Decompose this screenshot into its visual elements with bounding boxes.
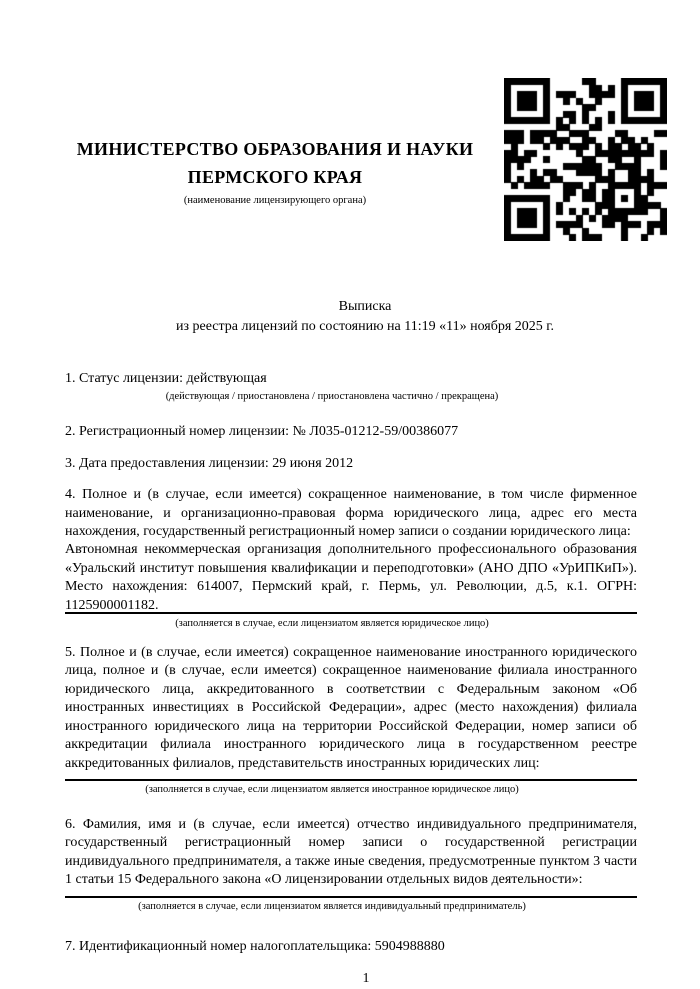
document-title-line2: из реестра лицензий по состоянию на 11:19 «11» ноября 2025 г. — [176, 319, 554, 334]
licensing-authority-caption: (наименование лицензирующего органа) — [183, 195, 367, 206]
document-title-line1: Выписка — [338, 299, 392, 314]
page-number: 1 — [362, 970, 370, 986]
document-header — [65, 135, 485, 207]
item-3-grant-date: 3. Дата предоставления лицензии: 29 июня 2012 — [65, 455, 354, 471]
item-1-note: (действующая / приостановлена / приостановлена частично / прекращена) — [165, 391, 499, 403]
item-2-registration-number: 2. Регистрационный номер лицензии: № Л035-01212-59/00386077 — [65, 424, 459, 440]
ministry-name-line2: ПЕРМСКОГО КРАЯ — [187, 167, 363, 187]
item-1-license-status: 1. Статус лицензии: действующая — [65, 371, 267, 386]
item-7-taxpayer-number: 7. Идентификационный номер налогоплательщика: 5904988880 — [65, 938, 445, 954]
item-6-entrepreneur-heading: 6. Фамилия, имя и (в случае, если имеется) отчество индивидуального предпринимателя, государственный регистрационный номер записи о государственной регистрации индивидуального предпринимателя, а также иные сведения, предусмотренные пунктом 3 части 1 статьи 15 Федерального закона «О лицензировании отдельных видов деятельности»: — [65, 816, 637, 888]
item-6-note: (заполняется в случае, если лицензиатом является индивидуальный предприниматель) — [138, 900, 526, 912]
item-5-note: (заполняется в случае, если лицензиатом является иностранное юридическое лицо) — [145, 783, 519, 795]
item-5-blank-field — [65, 773, 637, 781]
document-title — [65, 297, 637, 337]
item-5-foreign-entity-heading: 5. Полное и (в случае, если имеется) сокращенное наименование иностранного юридического лица, полное и (в случае, если имеется) сокращенное наименование филиала иностранного юридического лица, аккредитованного в соответствии с Федеральным законом «Об иностранных инвестициях в Российской Федерации», адрес (место нахождения) филиала иностранного юридического лица на территории Российской Федерации, номер записи об аккредитации филиала иностранного юридического лица в государственном реестре аккредитованных филиалов, представительств иностранных юридических лиц: — [65, 645, 637, 771]
item-6-blank-field — [65, 890, 637, 898]
item-4-note: (заполняется в случае, если лицензиатом является юридическое лицо) — [175, 618, 489, 630]
qr-code-icon — [504, 78, 667, 241]
item-4-legal-entity-heading: 4. Полное и (в случае, если имеется) сокращенное наименование, в том числе фирменное наименование, и организационно-правовая форма юридического лица, адрес его места нахождения, государственный регистрационный номер записи о создании юридического лица: — [65, 487, 637, 540]
ministry-name-line1: МИНИСТЕРСТВО ОБРАЗОВАНИЯ И НАУКИ — [76, 139, 474, 159]
document-content — [0, 135, 700, 988]
item-4-legal-entity-value: Автономная некоммерческая организация дополнительного профессионального образования «Уральский институт повышения квалификации и переподготовки» (АНО ДПО «УрИПКиП»). Место нахождения: 614007, Пермский край, г. Пермь, ул. Революции, д.5, к.1. ОГРН: 1125900001182. — [65, 542, 637, 613]
